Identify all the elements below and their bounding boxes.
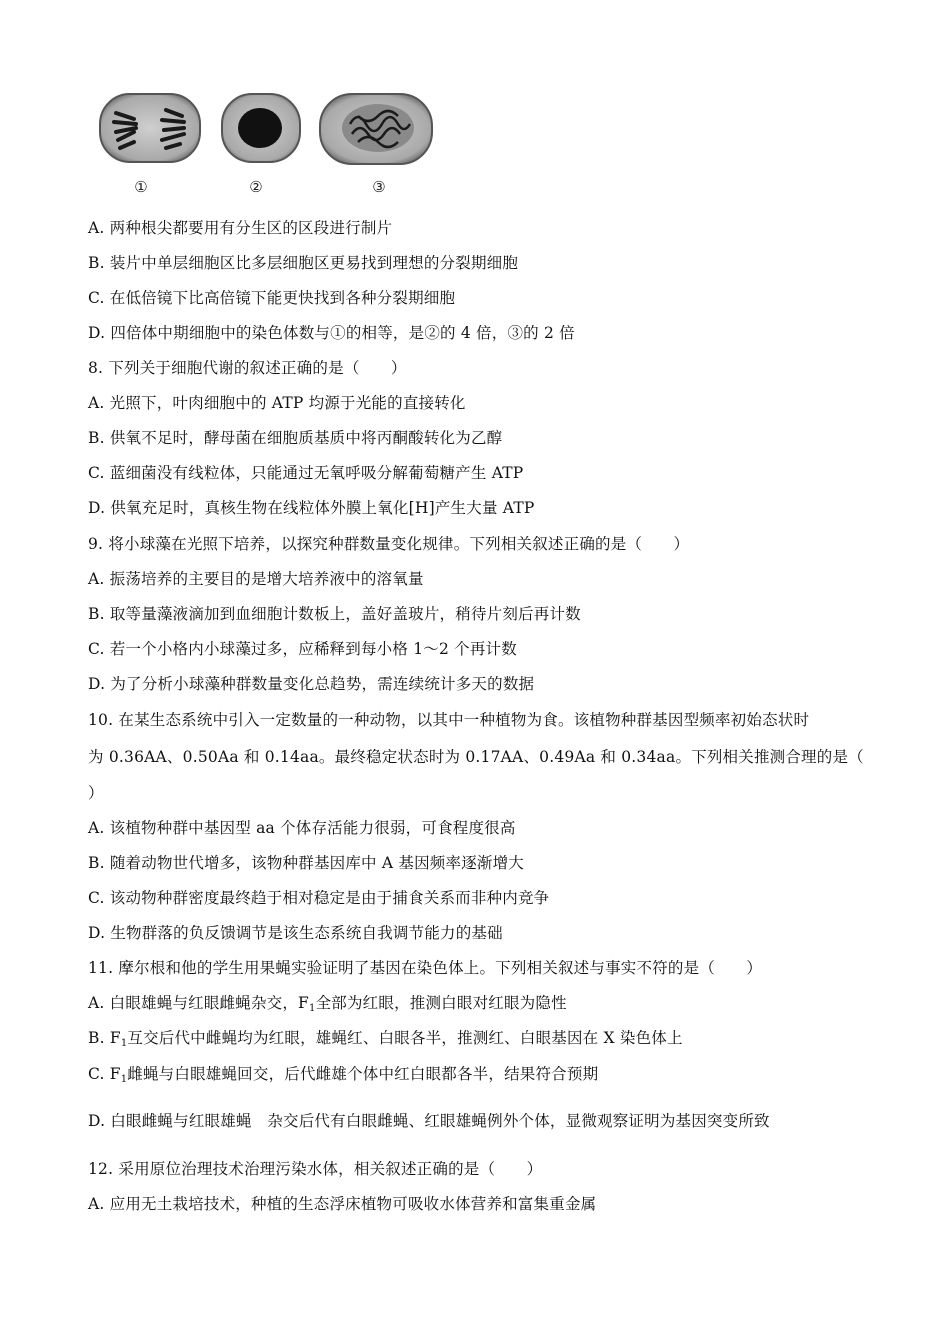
- q11-option-a: A. 白眼雄蝇与红眼雌蝇杂交，$F_1$全部为红眼，推测白眼对红眼为隐性: [88, 994, 567, 1014]
- q9-option-a: A. 振荡培养的主要目的是增大培养液中的溶氧量: [88, 570, 424, 588]
- q9-option-d: D. 为了分析小球藻种群数量变化总趋势，需连续统计多天的数据: [88, 675, 535, 693]
- q11-option-c: C. $F_1$雌蝇与白眼雄蝇回交，后代雌雄个体中红白眼都各半，结果符合预期: [88, 1065, 599, 1085]
- cell-micrographs: [96, 88, 436, 178]
- q11-option-d: D. 白眼雌蝇与红眼雄蝇 杂交后代有白眼雌蝇、红眼雄蝇例外个体，显微观察证明为基因突变所致: [88, 1112, 770, 1130]
- q10-stem-line3: ）: [88, 784, 104, 802]
- q10-stem-line1: 10. 在某生态系统中引入一定数量的一种动物，以其中一种植物为食。该植物种群基因型频率初始态状时: [88, 711, 810, 729]
- q9-option-b: B. 取等量藻液滴加到血细胞计数板上，盖好盖玻片，稍待片刻后再计数: [88, 605, 581, 623]
- q7-option-a: A. 两种根尖都要用有分生区的区段进行制片: [88, 219, 393, 237]
- q8-option-a: A. 光照下，叶肉细胞中的 ATP 均源于光能的直接转化: [88, 394, 466, 412]
- cell-anaphase: [100, 94, 200, 162]
- figure-label-2: ②: [249, 178, 263, 196]
- q10-stem-line2: 为 0.36AA、0.50Aa 和 0.14aa。最终稳定状态时为 0.17AA、0.49Aa 和 0.34aa。下列相关推测合理的是（: [88, 748, 864, 766]
- cell-prophase: [320, 94, 432, 164]
- q10-option-d: D. 生物群落的负反馈调节是该生态系统自我调节能力的基础: [88, 924, 503, 942]
- q11-option-b: B. $F_1$互交后代中雌蝇均为红眼，雄蝇红、白眼各半，推测红、白眼基因在 X 染色体上: [88, 1029, 683, 1049]
- cell-interphase: [222, 94, 300, 162]
- q8-option-c: C. 蓝细菌没有线粒体，只能通过无氧呼吸分解葡萄糖产生 ATP: [88, 464, 524, 482]
- q8-option-d: D. 供氧充足时，真核生物在线粒体外膜上氧化[H]产生大量 ATP: [88, 499, 535, 517]
- q8-stem: 8. 下列关于细胞代谢的叙述正确的是（ ）: [88, 359, 407, 377]
- q10-option-c: C. 该动物种群密度最终趋于相对稳定是由于捕食关系而非种内竞争: [88, 889, 550, 907]
- figure-label-3: ③: [372, 178, 386, 196]
- q10-option-b: B. 随着动物世代增多，该物种群基因库中 A 基因频率逐渐增大: [88, 854, 524, 872]
- figure-label-1: ①: [134, 178, 148, 196]
- q12-stem: 12. 采用原位治理技术治理污染水体，相关叙述正确的是（ ）: [88, 1160, 543, 1178]
- q7-option-d: D. 四倍体中期细胞中的染色体数与①的相等，是②的 4 倍，③的 2 倍: [88, 324, 575, 342]
- q9-stem: 9. 将小球藻在光照下培养，以探究种群数量变化规律。下列相关叙述正确的是（ ）: [88, 535, 690, 553]
- q12-option-a: A. 应用无土栽培技术，种植的生态浮床植物可吸收水体营养和富集重金属: [88, 1195, 597, 1213]
- q11-stem: 11. 摩尔根和他的学生用果蝇实验证明了基因在染色体上。下列相关叙述与事实不符的是（ ）: [88, 959, 763, 977]
- q7-option-c: C. 在低倍镜下比高倍镜下能更快找到各种分裂期细胞: [88, 289, 456, 307]
- q9-option-c: C. 若一个小格内小球藻过多，应稀释到每小格 1～2 个再计数: [88, 640, 517, 658]
- q10-option-a: A. 该植物种群中基因型 aa 个体存活能力很弱，可食程度很高: [88, 819, 516, 837]
- q8-option-b: B. 供氧不足时，酵母菌在细胞质基质中将丙酮酸转化为乙醇: [88, 429, 503, 447]
- micrograph-figure: [96, 88, 436, 198]
- q7-option-b: B. 装片中单层细胞区比多层细胞区更易找到理想的分裂期细胞: [88, 254, 519, 272]
